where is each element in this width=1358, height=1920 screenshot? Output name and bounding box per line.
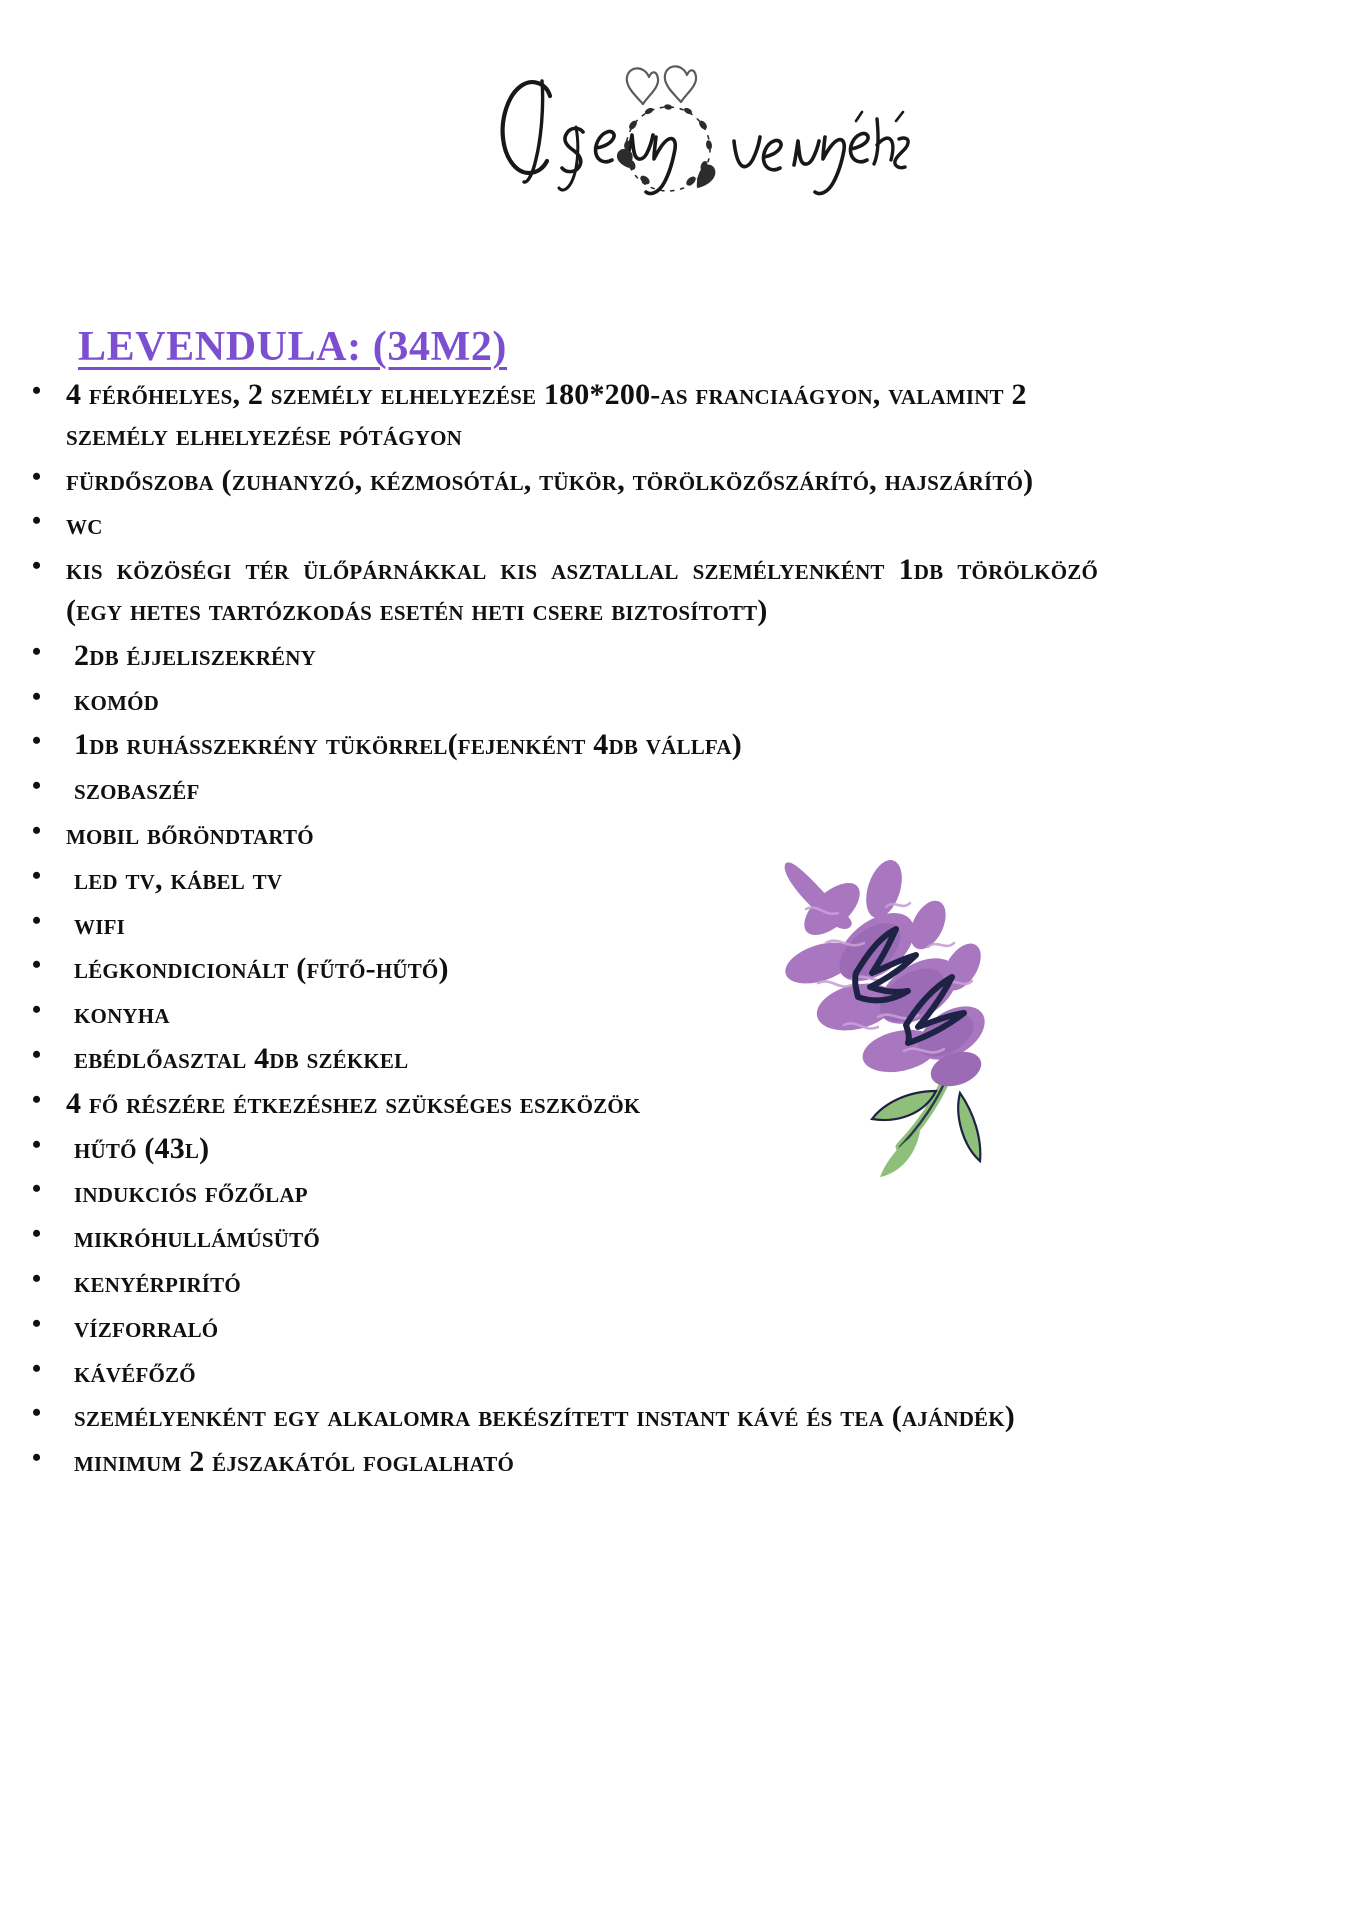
list-item: • indukciós főzőlap: [18, 1173, 1098, 1214]
list-item: • kávéfőző: [18, 1353, 1098, 1394]
heart-left-icon: [627, 68, 658, 104]
list-item: • vízforraló: [18, 1308, 1098, 1349]
list-item: • minimum 2 éjszakától foglalható: [18, 1442, 1098, 1483]
list-item: • kenyérpirító: [18, 1263, 1098, 1304]
list-item: • led tv, kábel tv: [18, 860, 1098, 901]
list-item: • komód: [18, 681, 1098, 722]
list-item: • wifi: [18, 905, 1098, 946]
brand-logo: [0, 28, 1358, 213]
room-features-list: [18, 375, 1098, 1487]
list-item: • konyha: [18, 994, 1098, 1035]
list-item: • ebédlőasztal 4db székkel: [18, 1039, 1098, 1080]
list-item: • 4 férőhelyes, 2 személy elhelyezése 180*200-as franciaágyon, valamint 2 személy elhelyezése pótágyon: [18, 375, 1098, 457]
list-item: • kis közöségi tér ülőpárnákkal kis asztallal személyenként 1db törölköző (egy hetes tartózkodás esetén heti csere biztosított): [18, 550, 1098, 632]
list-item: • szobaszéf: [18, 770, 1098, 811]
cseng-o-vendeghaz-logo-icon: [444, 33, 914, 208]
list-item: • 2db éjjeliszekrény: [18, 636, 1098, 677]
list-item: • személyenként egy alkalomra bekészített instant kávé és tea (ajándék): [18, 1397, 1098, 1438]
list-item: • hűtő (43l): [18, 1129, 1098, 1170]
list-item: • wc: [18, 505, 1098, 546]
list-item: • mobil bőröndtartó: [18, 815, 1098, 856]
list-item: • 1db ruhásszekrény tükörrel(fejenként 4db vállfa): [18, 725, 1098, 766]
heart-right-icon: [665, 66, 696, 102]
page-title: LEVENDULA: (34M2): [78, 324, 508, 371]
list-item: • mikróhullámúsütő: [18, 1218, 1098, 1259]
list-item: • légkondicionált (fűtő-hűtő): [18, 949, 1098, 990]
list-item: • 4 fő részére étkezéshez szükséges eszközök: [18, 1084, 1098, 1125]
list-item: • fürdőszoba (zuhanyzó, kézmosótál, tükör, törölközőszárító, hajszárító): [18, 461, 1098, 502]
